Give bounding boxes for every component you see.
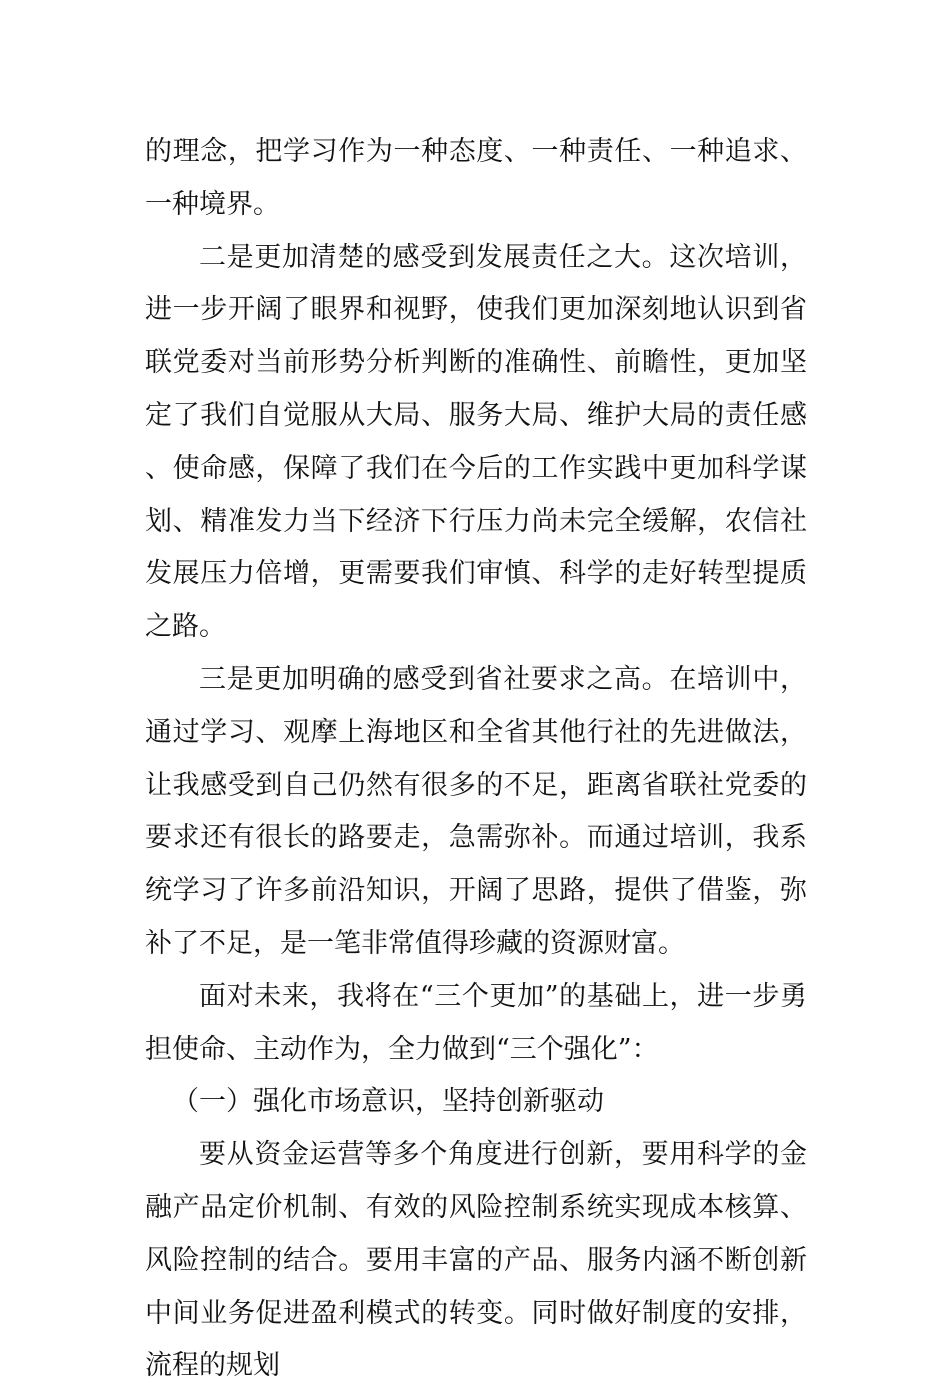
- paragraph-future-plan: 面对未来，我将在“三个更加”的基础上，进一步勇担使命、主动作为，全力做到“三个强化”：: [145, 980, 807, 1065]
- paragraph-point-two: 二是更加清楚的感受到发展责任之大。这次培训，进一步开阔了眼界和视野，使我们更加深刻地认识到省联党委对当前形势分析判断的准确性、前瞻性，更加坚定了我们自觉服从大局、服务大局、维护大局的责任感、使命感，保障了我们在今后的工作实践中更加科学谋划、精准发力当下经济下行压力尚未完全缓解，农信社发展压力倍增，更需要我们审慎、科学的走好转型提质之路。: [145, 241, 807, 643]
- paragraph-continuation: 的理念，把学习作为一种态度、一种责任、一种追求、一种境界。: [145, 136, 807, 220]
- document-body: [145, 126, 807, 1393]
- paragraph-innovation: 要从资金运营等多个角度进行创新，要用科学的金融产品定价机制、有效的风险控制系统实现成本核算、风险控制的结合。要用丰富的产品、服务内涵不断创新中间业务促进盈利模式的转变。同时做好制度的安排，流程的规划: [145, 1139, 807, 1382]
- paragraph-point-three: 三是更加明确的感受到省社要求之高。在培训中，通过学习、观摩上海地区和全省其他行社的先进做法，让我感受到自己仍然有很多的不足，距离省联社党委的要求还有很长的路要走，急需弥补。而通过培训，我系统学习了许多前沿知识，开阔了思路，提供了借鉴，弥补了不足，是一笔非常值得珍藏的资源财富。: [145, 663, 807, 959]
- section-heading-one: （一）强化市场意识，坚持创新驱动: [172, 1086, 604, 1118]
